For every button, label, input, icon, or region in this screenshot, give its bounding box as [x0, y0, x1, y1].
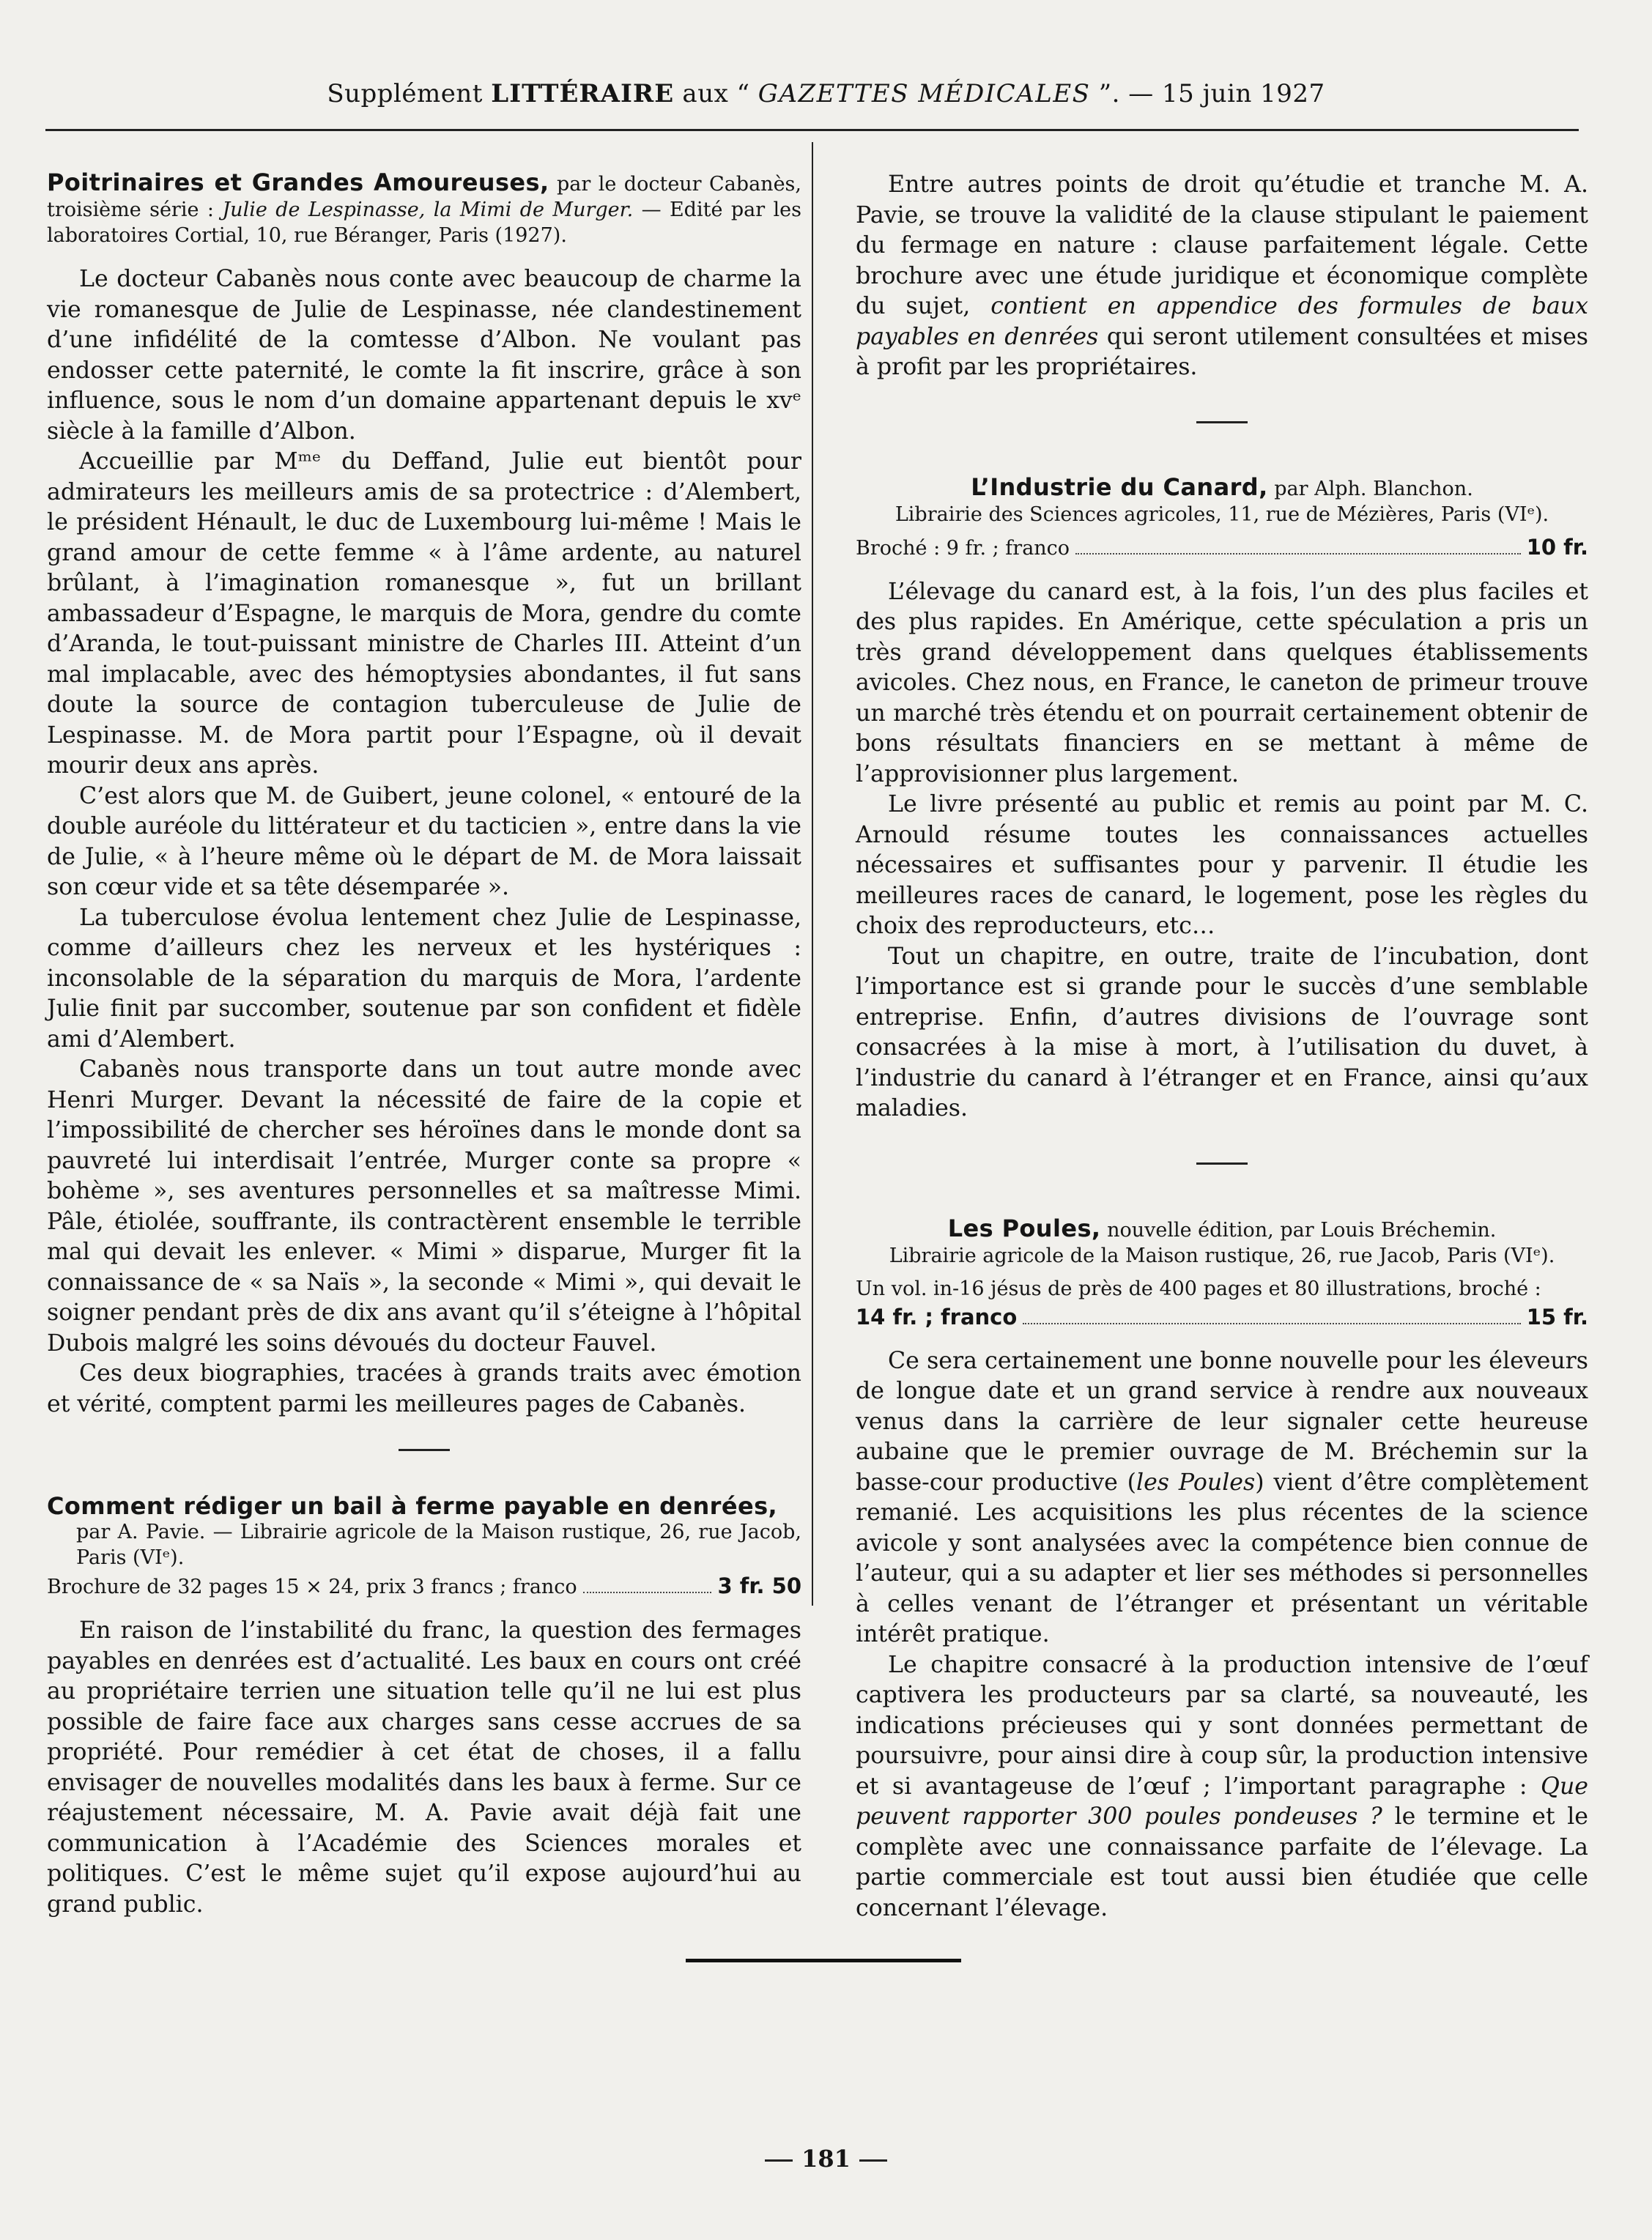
- right-column: [856, 170, 1588, 1924]
- paragraph: Le docteur Cabanès nous conte avec beaucoup de charme la vie romanesque de Julie de Lespinasse, née clandestinement d’une infidélité de la comtesse d’Albon. Ne voulant pas endosser cette paternité, le comte la fit inscrire, grâce à son influence, sous le nom d’un domaine appartenant depuis le xvᵉ siècle à la famille d’Albon.: [47, 266, 801, 445]
- price-line: [856, 535, 1588, 561]
- review-heading-poules: [856, 1216, 1588, 1330]
- book-byline: par Alph. Blanchon.: [1274, 477, 1473, 500]
- paragraph: Le livre présenté au public et remis au point par M. C. Arnould résume toutes les connaissances actuelles nécessaires et suffisantes pour y parvenir. Il étudie les meilleures races de canard, le logement, pose les règles du choix des reproducteurs, etc…: [856, 791, 1588, 939]
- leader-dots: [1023, 1323, 1520, 1324]
- header-date: ”. — 15 juin 1927: [1098, 79, 1325, 108]
- text-italic: contient en appendice des formules de baux payables en denrées: [856, 293, 1588, 350]
- text-run: qui seront utilement consultées et mises à profit par les propriétaires.: [856, 323, 1588, 380]
- text-run: Ce sera certainement une bonne nouvelle pour les éleveurs de longue date et un grand service à rendre aux nouveaux venus dans la carrière de leur signaler cette heureuse aubaine que le premier ouvrage de M. Bréchemin sur la basse-cour productive (: [856, 1347, 1588, 1496]
- footer-rule: [686, 1959, 961, 1962]
- book-publisher: Librairie des Sciences agricoles, 11, rue de Mézières, Paris (VIᵉ).: [894, 502, 1549, 526]
- book-title: Poitrinaires et Grandes Amoureuses,: [47, 168, 549, 196]
- book-title: Les Poules,: [947, 1214, 1101, 1242]
- book-publisher: par A. Pavie. — Librairie agricole de la Maison rustique, 26, rue Jacob, Paris (VIᵉ).: [76, 1521, 801, 1569]
- paragraph: La tuberculose évolua lentement chez Julie de Lespinasse, comme d’ailleurs chez les nerveux et les hystériques : inconsolable de la séparation du marquis de Mora, l’ardente Julie finit par succomber, soutenue par son confident et fidèle ami d’Alembert.: [47, 904, 801, 1053]
- price-label: Brochure de 32 pages 15 × 24, prix 3 francs ; franco: [47, 1576, 577, 1598]
- page-number: [0, 2145, 1652, 2173]
- book-subtitle: Julie de Lespinasse, la Mimi de Murger.: [222, 199, 634, 221]
- price-value: 15 fr.: [1526, 1304, 1588, 1329]
- paragraph: L’élevage du canard est, à la fois, l’un des plus faciles et des plus rapides. En Amérique, cette spéculation a pris un très grand développement dans quelques établissements avicoles. Chez nous, en France, le caneton de primeur trouve un marché très étendu et on pourrait certainement obtenir de bons résultats financiers en se mettant à même de l’approvisionner plus largement.: [856, 578, 1588, 787]
- review-heading-poitrinaires: [47, 170, 801, 248]
- text-run: ) vient d’être complètement remanié. Les acquisitions les plus récentes de la science avicole y sont analysées avec la compétence bien connue de l’auteur, qui a su adapter et lier ses méthodes si personnelles à celles venant de l’étranger et présentant un véritable intérêt pratique.: [856, 1469, 1589, 1647]
- price-line: [47, 1573, 801, 1600]
- book-title: Comment rédiger un bail à ferme payable en denrées,: [47, 1492, 778, 1520]
- paragraph: [856, 1346, 1588, 1650]
- text-run: Le chapitre consacré à la production intensive de l’œuf captivera les producteurs par sa clarté, sa nouveauté, les indications précieuses qui y sont données permettant de poursuivre, pour ainsi dire à coup sûr, la production intensive et si avantageuse de l’œuf ; l’important paragraphe :: [856, 1651, 1588, 1800]
- header-supplement: Supplément: [327, 79, 483, 108]
- header-litteraire: LITTÉRAIRE: [491, 79, 675, 108]
- paragraph: C’est alors que M. de Guibert, jeune colonel, « entouré de la double auréole du littérateur et du tacticien », entre dans la vie de Julie, « à l’heure même où le départ de M. de Mora laissait son cœur vide et sa tête désemparée ».: [47, 782, 801, 900]
- header-gazettes: GAZETTES MÉDICALES: [758, 79, 1091, 108]
- paragraph: Accueillie par Mᵐᵉ du Deffand, Julie eut bientôt pour admirateurs les meilleurs amis de sa protectrice : d’Alembert, le président Hénault, le duc de Luxembourg lui-même ! Mais le grand amour de cette femme « à l’âme ardente, au naturel brûlant, à l’imagination romanesque », fut un brillant ambassadeur d’Espagne, le marquis de Mora, gendre du comte d’Aranda, le tout-puissant ministre de Charles III. Atteint d’un mal implacable, avec des hémoptysies abondantes, il fut sans doute la source de contagion tuberculeuse de Julie de Lespinasse. M. de Mora partit pour l’Espagne, où il devait mourir deux ans après.: [47, 448, 801, 779]
- book-byline: par le docteur Cabanès, troisième série :: [47, 173, 801, 221]
- header-aux: aux “: [682, 79, 750, 108]
- book-publisher: Librairie agricole de la Maison rustique, 26, rue Jacob, Paris (VIᵉ).: [889, 1244, 1555, 1267]
- text-italic: les Poules: [1136, 1469, 1256, 1496]
- paragraph: Tout un chapitre, en outre, traite de l’incubation, dont l’importance est si grande pour le succès d’une semblable entreprise. Enfin, d’autres divisions de l’ouvrage sont consacrées à la mise à mort, à l’utilisation du duvet, à l’industrie du canard à l’étranger et en France, ainsi qu’aux maladies.: [856, 943, 1588, 1121]
- dash-right: [859, 2159, 887, 2162]
- paragraph: Ces deux biographies, tracées à grands traits avec émotion et vérité, comptent parmi les meilleures pages de Cabanès.: [47, 1360, 801, 1417]
- paragraph: En raison de l’instabilité du franc, la question des fermages payables en denrées est d’actualité. Les baux en cours ont créé au propriétaire terrien une situation telle qu’il ne lui est plus possible de faire face aux charges sans cesse accrues de sa propriété. Pour remédier à cet état de choses, il a fallu envisager de nouvelles modalités dans les baux à ferme. Sur ce réajustement nécessaire, M. A. Pavie avait déjà fait une communication à l’Académie des Sciences morales et politiques. C’est le même sujet qu’il expose aujourd’hui au grand public.: [47, 1617, 801, 1918]
- header-rule: [45, 129, 1579, 131]
- section-separator: [1196, 1162, 1248, 1165]
- paragraph: Cabanès nous transporte dans un tout autre monde avec Henri Murger. Devant la nécessité de faire de la copie et l’impossibilité de chercher ses héroïnes dans le monde dont sa pauvreté lui interdisait l’entrée, Murger conte sa propre « bohème », ses aventures personnelles et sa maîtresse Mimi. Pâle, étiolée, souffrante, ils contractèrent ensemble le terrible mal qui devait les enlever. « Mimi » disparue, Murger fit la connaissance de « sa Naïs », la seconde « Mimi », qui devait le soigner pendant près de dix ans avant qu’il s’éteigne à l’hôpital Dubois malgré les soins dévoués du docteur Fauvel.: [47, 1056, 801, 1357]
- book-title: L’Industrie du Canard,: [971, 472, 1268, 501]
- price-value: 10 fr.: [1526, 534, 1588, 560]
- price-line: [856, 1305, 1588, 1330]
- running-header: [44, 79, 1608, 108]
- paragraph-continuation: [856, 170, 1588, 383]
- left-column: [47, 170, 801, 1920]
- price-label: 14 fr. ; franco: [856, 1304, 1018, 1329]
- book-byline: nouvelle édition, par Louis Bréchemin.: [1107, 1218, 1497, 1242]
- text-italic: Que peuvent rapporter 300 poules pondeuses ?: [856, 1773, 1588, 1830]
- section-separator: [1196, 421, 1248, 423]
- section-separator: [399, 1449, 450, 1451]
- price-label: Broché : 9 fr. ; franco: [856, 536, 1070, 560]
- text-run: Entre autres points de droit qu’étudie et tranche M. A. Pavie, se trouve la validité de la clause stipulant le paiement du fermage en nature : clause parfaitement légale. Cette brochure avec une étude juridique et économique complète du sujet,: [856, 171, 1588, 319]
- review-heading-canard: [856, 472, 1588, 561]
- leader-dots: [583, 1592, 712, 1593]
- leader-dots: [1075, 553, 1521, 555]
- price-value: 3 fr. 50: [717, 1573, 801, 1598]
- page-number-value: 181: [801, 2145, 851, 2173]
- book-description: Un vol. in-16 jésus de près de 400 pages et 80 illustrations, broché :: [856, 1277, 1541, 1300]
- text-run: le termine et le complète avec une connaissance parfaite de l’élevage. La partie commerciale est tout aussi bien étudiée que celle concernant l’élevage.: [856, 1803, 1588, 1921]
- book-publisher: — Edité par les laboratoires Cortial, 10, rue Béranger, Paris (1927).: [47, 199, 801, 247]
- dash-left: [765, 2159, 793, 2162]
- review-heading-bail: [47, 1494, 801, 1600]
- paragraph: [856, 1650, 1588, 1924]
- column-divider: [812, 142, 813, 1606]
